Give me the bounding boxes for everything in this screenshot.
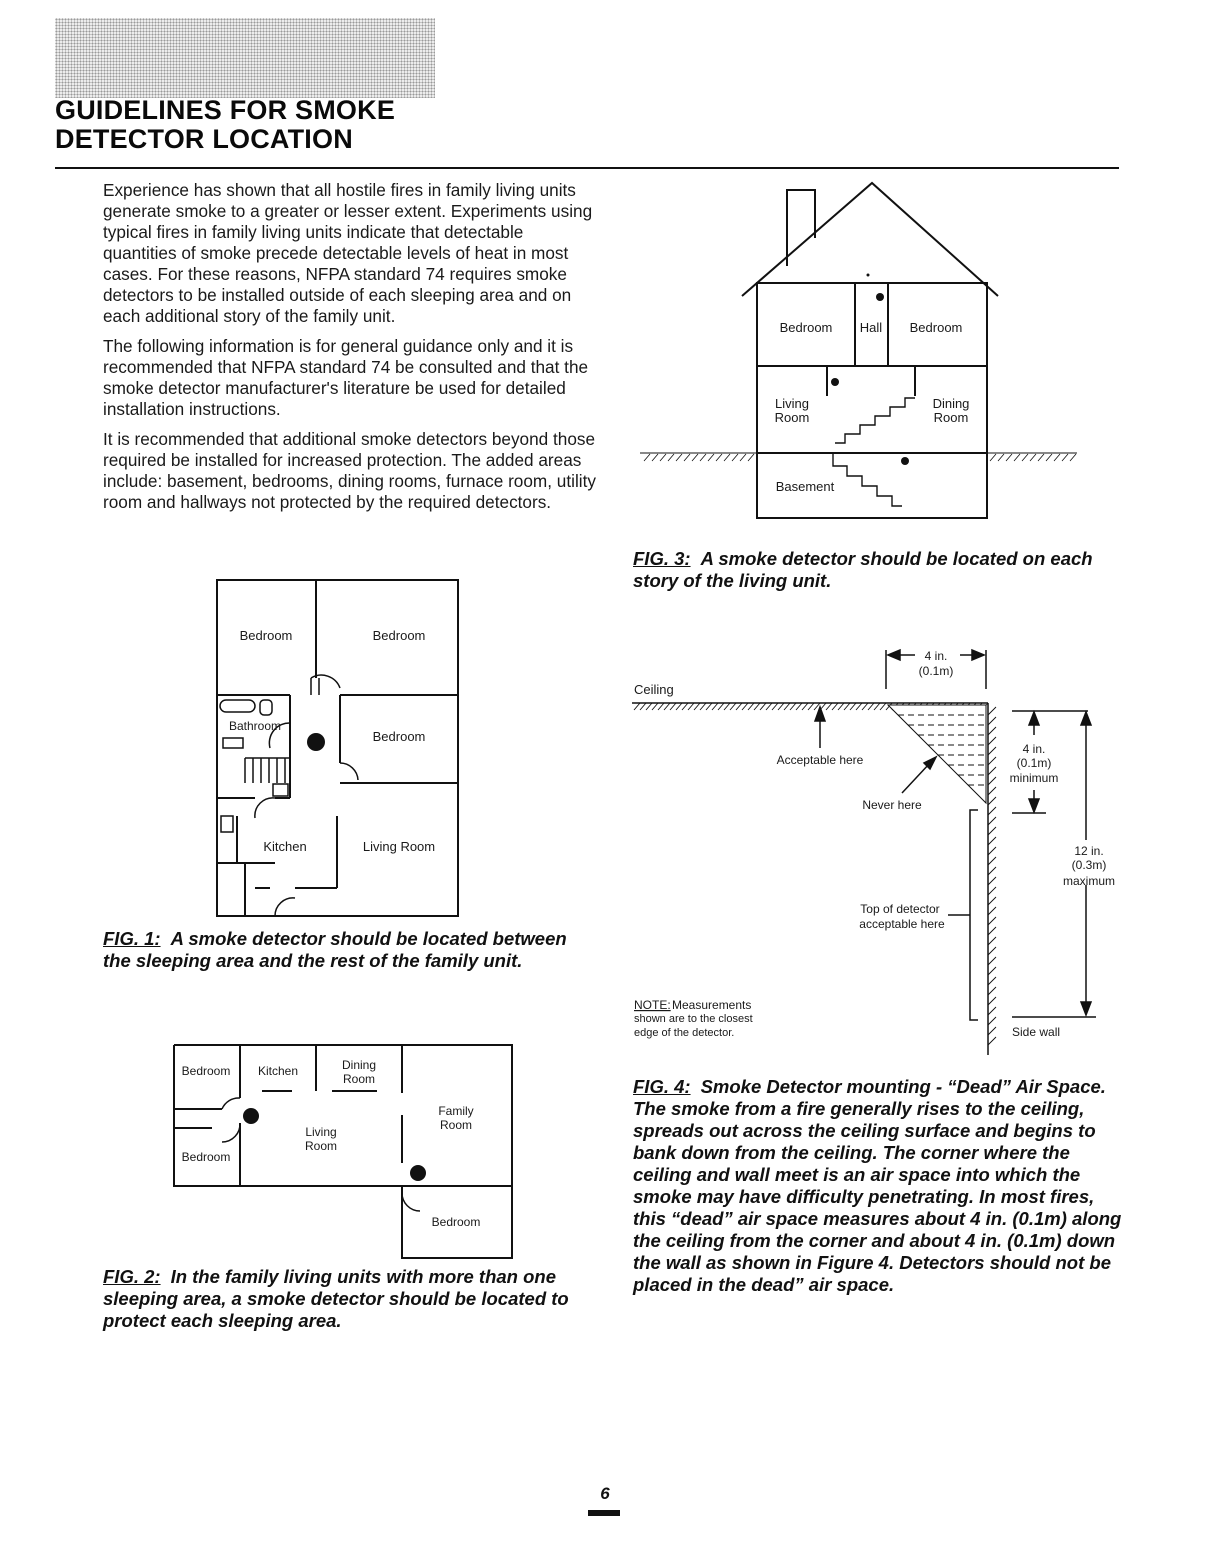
- fig4-caption-number: FIG. 4:: [633, 1076, 691, 1097]
- fig3-basement-label: Basement: [775, 479, 835, 494]
- fig4-top-4in-label: 4 in.: [924, 649, 948, 663]
- detector-dot: [831, 378, 839, 386]
- fig2-caption: [103, 1266, 593, 1332]
- fig4-note-line-3: edge of the detector.: [634, 1027, 735, 1039]
- fig2-caption-number: FIG. 2:: [103, 1266, 161, 1287]
- fig4-maximum-label: maximum: [1062, 874, 1116, 888]
- fig3-caption-text: A smoke detector should be located on each story of the living unit.: [633, 548, 1093, 591]
- fig1-bedroom-label-2: Bedroom: [372, 628, 426, 643]
- title-line-2: DETECTOR LOCATION: [55, 124, 353, 154]
- fig4-note-line-2: shown are to the closest: [634, 1013, 753, 1025]
- fig4-side-4in-label: 4 in.: [1022, 742, 1046, 756]
- fig2-kitchen-label: Kitchen: [257, 1064, 299, 1078]
- fig4-caption-text: Smoke Detector mounting - “Dead” Air Space. The smoke from a fire generally rises to the ceiling, spreads out across the ceiling surface and begins to bank down from the ceiling. The corner where the ceiling and wall meet is an air space into which the smoke may have difficulty penetrating. In most fires, this “dead” air space measures about 4 in. (0.1m) along the ceiling from the corner and about 4 in. (0.1m) down the wall as shown in Figure 4. Detectors should not be placed in the dead” air space.: [633, 1076, 1122, 1295]
- fig3-house-diagram: [640, 178, 1090, 528]
- fig3-hall-label: Hall: [859, 320, 883, 335]
- fig4-top-01m-label: (0.1m): [918, 664, 954, 678]
- dead-air-region: [888, 705, 986, 803]
- fig2-family-label: Family: [438, 1104, 474, 1118]
- intro-paragraph-2: The following information is for general guidance only and it is recommended that NFPA standard 74 be consulted and that the smoke detector manufacturer's literature be used for detailed installation instructions.: [103, 336, 589, 419]
- fig3-living-label: Living: [775, 396, 809, 411]
- fig2-caption-text: In the family living units with more than one sleeping area, a smoke detector should be located to protect each sleeping area.: [103, 1266, 569, 1331]
- page-number-bar: [588, 1510, 620, 1516]
- fig4-side-wall-label: Side wall: [1012, 1025, 1061, 1039]
- page-number: 6: [600, 1484, 610, 1503]
- fig4-dead-air-diagram: [630, 645, 1116, 1055]
- fig1-bedroom-label-3: Bedroom: [372, 729, 426, 744]
- fig1-floor-plan: [215, 578, 461, 920]
- fig4-acceptable-label: Acceptable here: [776, 753, 864, 767]
- fig2-living-label: Living: [305, 1125, 337, 1139]
- fig1-caption-text: A smoke detector should be located between the sleeping area and the rest of the family unit.: [103, 928, 567, 971]
- fig2-living-label-2: Room: [304, 1139, 338, 1153]
- title-line-1: GUIDELINES FOR SMOKE: [55, 95, 396, 125]
- fig4-acceptable-here-2-label: acceptable here: [859, 917, 945, 931]
- fig1-caption: [103, 928, 593, 972]
- detector-dot: [410, 1165, 426, 1181]
- fig2-family-label-2: Room: [439, 1118, 473, 1132]
- fig4-top-of-detector-label: Top of detector: [860, 902, 940, 916]
- mark-dot: [867, 274, 870, 277]
- fig4-ceiling-label: Ceiling: [634, 682, 674, 697]
- fig1-kitchen-label: Kitchen: [263, 839, 307, 854]
- fig3-bedroom-left-label: Bedroom: [779, 320, 833, 335]
- fig4-03m-label: (0.3m): [1071, 858, 1107, 872]
- fig3-dining-label: Dining: [932, 396, 970, 411]
- fig1-bathroom-label: Bathroom: [228, 719, 282, 733]
- detector-dot: [876, 293, 884, 301]
- fig4-minimum-label: minimum: [1009, 771, 1059, 785]
- detector-dot: [307, 733, 325, 751]
- header-pattern-box: [55, 18, 435, 98]
- page-title: [55, 96, 575, 154]
- fig2-floor-plan: [172, 1043, 517, 1261]
- fig4-12in-label: 12 in.: [1074, 844, 1104, 858]
- fig4-note-label: NOTE:: [634, 998, 671, 1012]
- fig4-caption: [633, 1076, 1128, 1296]
- fig2-bedroom-label-3: Bedroom: [431, 1215, 481, 1229]
- fig4-side-01m-label: (0.1m): [1016, 756, 1052, 770]
- fig3-caption-number: FIG. 3:: [633, 548, 691, 569]
- intro-paragraph-1: Experience has shown that all hostile fires in family living units generate smoke to a greater or lesser extent. Experiments using typical fires in family living units indicate that detectable quantities of smoke precede detectable levels of heat in most cases. For these reasons, NFPA standard 74 requires smoke detectors to be installed outside of each sleeping area and on each additional story of the family unit.: [103, 180, 593, 326]
- fig3-living-label-2: Room: [774, 410, 810, 425]
- fig1-living-room-label: Living Room: [362, 839, 436, 854]
- fig4-never-label: Never here: [862, 798, 922, 812]
- fig2-bedroom-label-2: Bedroom: [181, 1150, 231, 1164]
- fig3-bedroom-right-label: Bedroom: [909, 320, 963, 335]
- fig2-dining-label: Dining: [341, 1058, 377, 1072]
- detector-dot: [243, 1108, 259, 1124]
- title-rule: [55, 167, 1119, 169]
- fig3-caption: [633, 548, 1113, 592]
- fig2-bedroom-label: Bedroom: [181, 1064, 231, 1078]
- fig1-caption-number: FIG. 1:: [103, 928, 161, 949]
- fig1-bedroom-label: Bedroom: [239, 628, 293, 643]
- detector-dot: [901, 457, 909, 465]
- intro-paragraph-3: It is recommended that additional smoke detectors beyond those required be installed for increased protection. The added areas include: basement, bedrooms, dining rooms, furnace room, utility room and hallways not protected by the required detectors.: [103, 429, 596, 512]
- intro-text: [103, 180, 598, 522]
- fig4-note-line-1: Measurements: [672, 998, 752, 1012]
- fig2-dining-label-2: Room: [342, 1072, 376, 1086]
- fig3-dining-label-2: Room: [933, 410, 969, 425]
